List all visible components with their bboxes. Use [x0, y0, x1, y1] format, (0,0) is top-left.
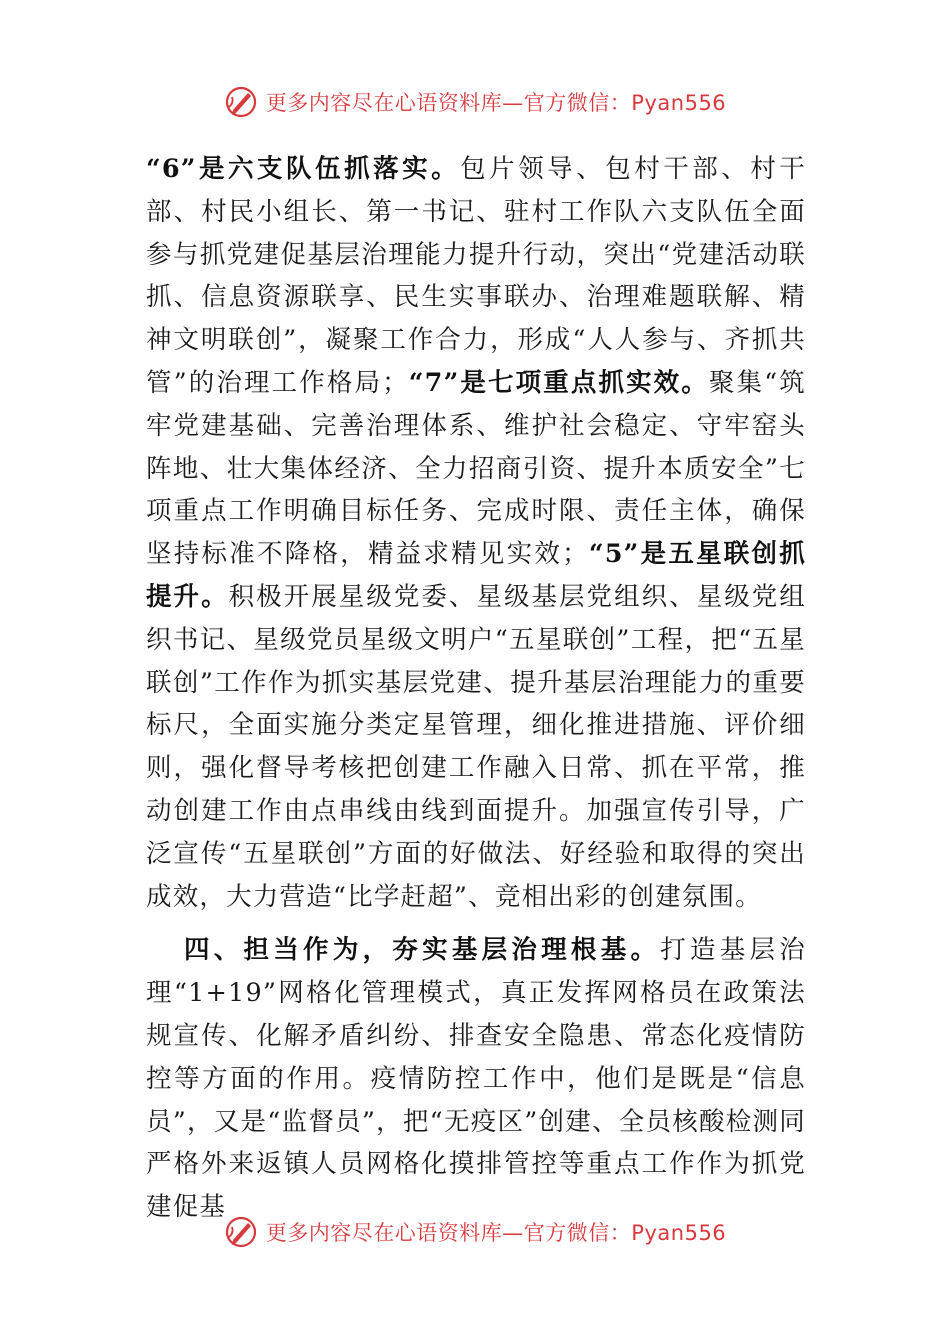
text-run: 打造基层治理“1+19”网格化管理模式，真正发挥网格员在政策法规宣传、化解矛盾纠纷、排查安全隐患、常态化疫情防控等方面的作用。疫情防控工作中，他们是既是“信息员”，又是“监督员”，把“无疫区”创建、全员核酸检测同严格外来返镇人员网格化摸排管控等重点工作作为抓党建促基 — [146, 935, 806, 1223]
footer-banner — [0, 1210, 950, 1254]
section-four-heading: 四、担当作为，夯实基层治理根基。 — [184, 935, 661, 966]
pen-logo-icon — [224, 1215, 258, 1249]
banner-text: 更多内容尽在心语资料库—官方微信：Pyan556 — [265, 91, 727, 115]
pen-logo-icon — [224, 85, 258, 119]
banner-text: 更多内容尽在心语资料库—官方微信：Pyan556 — [265, 1221, 727, 1245]
heading-6: “6”是六支队伍抓落实。 — [146, 154, 461, 184]
document-body — [146, 148, 806, 1229]
text-run: 聚集“筑牢党建基础、完善治理体系、维护社会稳定、守牢窑头阵地、壮大集体经济、全力招商引资、提升本质安全”七项重点工作明确目标任务、完成时限、责任主体，确保坚持标准不降格，精益求精见实效； — [146, 367, 807, 570]
paragraph-2 — [146, 929, 806, 1229]
header-banner — [0, 80, 950, 124]
heading-5: “5”是五星联创抓提升。 — [146, 539, 806, 612]
heading-7: “7”是七项重点抓实效。 — [408, 367, 709, 398]
text-run: 包片领导、包村干部、村干部、村民小组长、第一书记、驻村工作队六支队伍全面参与抓党建促基层治理能力提升行动，突出“党建活动联抓、信息资源联享、民生实事联办、治理难题联解、精神文明联创”，凝聚工作合力，形成“人人参与、齐抓共管”的治理工作格局； — [146, 154, 807, 398]
text-run: 积极开展星级党委、星级基层党组织、星级党组织书记、星级党员星级文明户“五星联创”工程，把“五星联创”工作作为抓实基层党建、提升基层治理能力的重要标尺，全面实施分类定星管理，细化推进措施、评价细则，强化督导考核把创建工作融入日常、抓在平常，推动创建工作由点串线由线到面提升。加强宣传引导，广泛宣传“五星联创”方面的好做法、好经验和取得的突出成效，大力营造“比学赶超”、竞相出彩的创建氛围。 — [146, 581, 806, 912]
paragraph-1 — [146, 148, 806, 918]
